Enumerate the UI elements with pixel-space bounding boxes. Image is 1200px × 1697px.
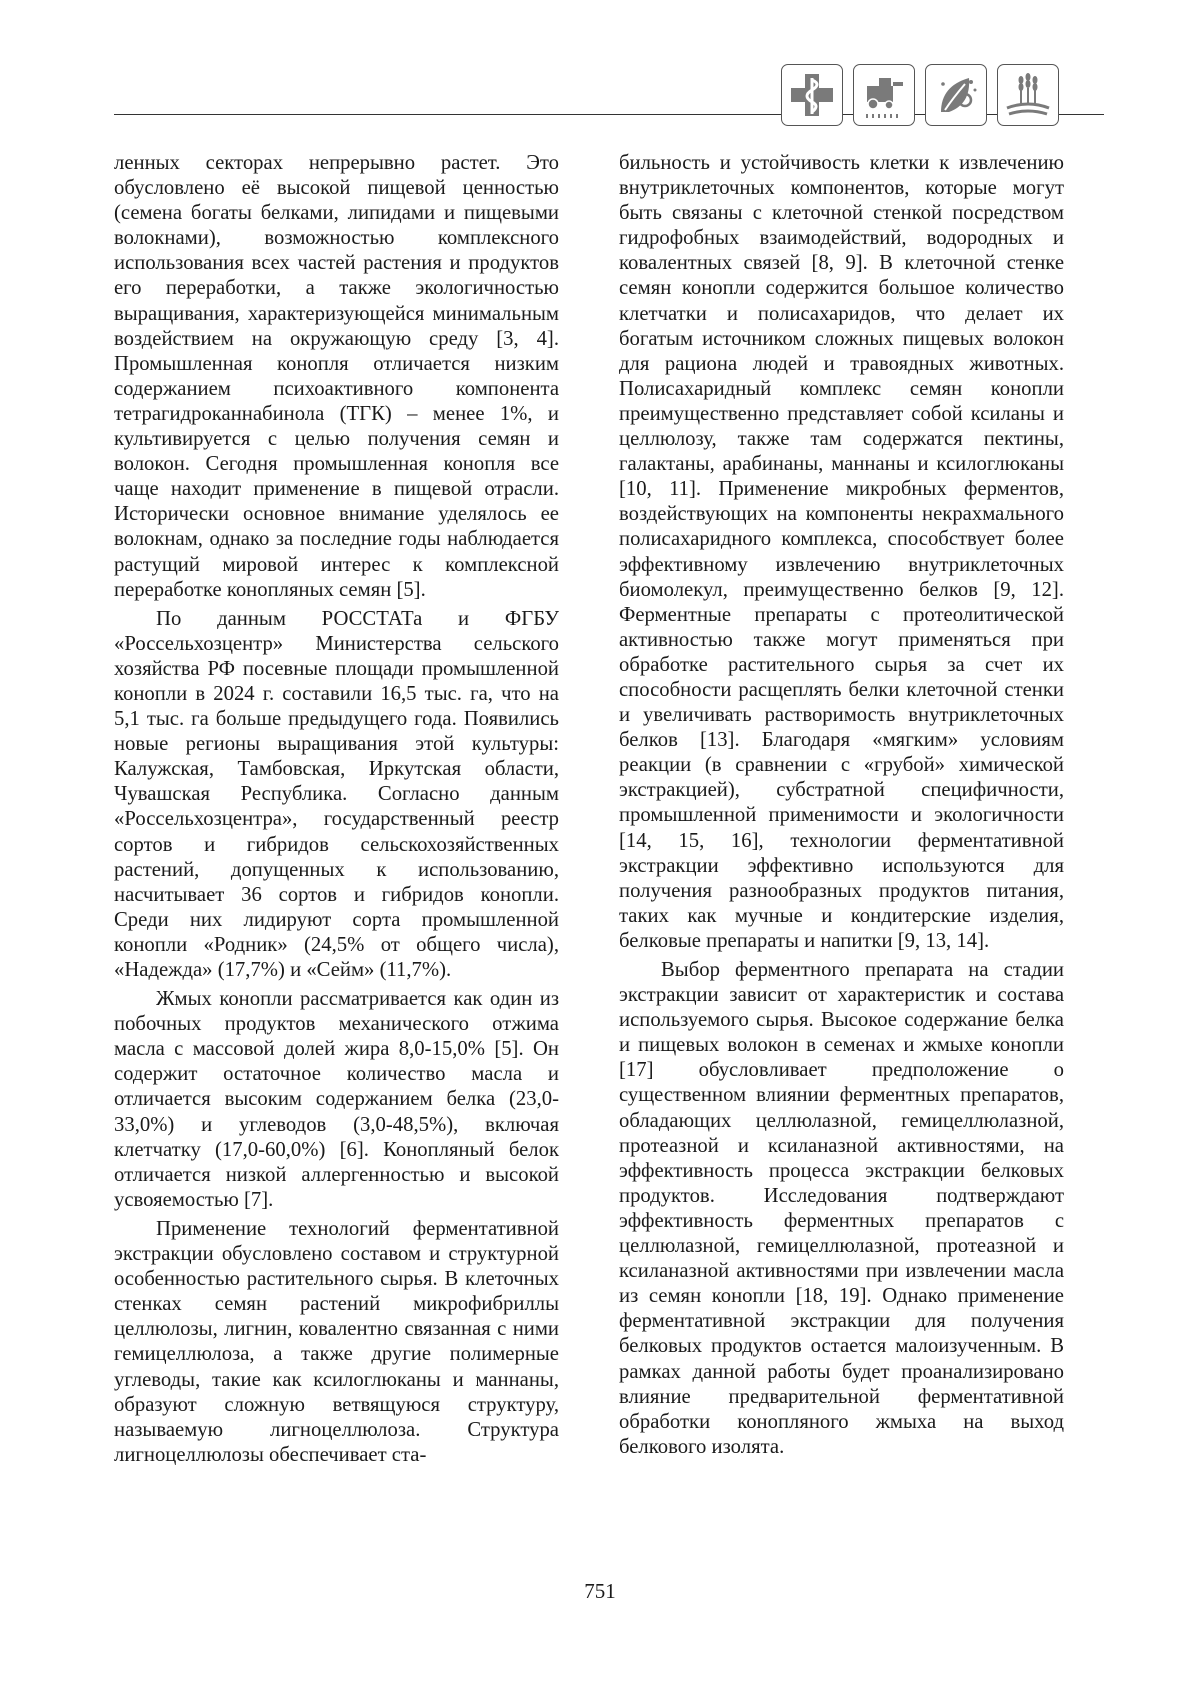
left-paragraph-2: По данным РОССТАТа и ФГБУ «Россельхозцентр» Министерства сельского хозяйства РФ посевные площади промышленной конопли в 2024 г. составили 16,5 тыс. га, что на 5,1 тыс. га больше предыдущего года. Появились новые регионы выращивания этой культуры: Калужская, Тамбовская, Иркутская области, Чувашская Республика. Согласно данным «Россельхозцентра», государственный реестр сортов и гибридов сельскохозяйственных растений, допущенных к использованию, насчитывает 36 сортов и гибридов конопли. Среди них лидируют сорта промышленной конопли «Родник» (24,5% от общего числа), «Надежда» (17,7%) и «Сейм» (11,7%). <box>114 607 559 981</box>
right-column <box>619 151 1064 1460</box>
left-paragraph-1: ленных секторах непрерывно растет. Это обусловлено её высокой пищевой ценностью (семена богаты белками, липидами и пищевыми волокнами), возможностью комплексного использования всех частей растения и продуктов его переработки, а также экологичностью выращивания, характеризующейся минимальным воздействием на окружающую среду [3, 4]. Промышленная конопля отличается низким содержанием психоактивного компонента тетрагидроканнабинола (ТГК) – менее 1%, и культивируется с целью получения семян и волокон. Сегодня промышленная конопля все чаще находит применение в пищевой отрасли. Исторически основное внимание уделялось ее волокнам, однако за последние годы наблюдается растущий мировой интерес к комплексной переработке конопляных семян [5]. <box>114 152 559 601</box>
biotech-leaf-icon <box>925 64 987 126</box>
left-paragraph-3: Жмых конопли рассматривается как один из побочных продуктов механического отжима масла с массовой долей жира 8,0-15,0% [5]. Он содержит остаточное количество масла и отличается высоким содержанием белка (23,0-33,0%) и углеводов (3,0-48,5%), включая клетчатку (17,0-60,0%) [6]. Конопляный белок отличается низкой аллергенностью и высокой усвояемостью [7]. <box>114 988 559 1211</box>
wheat-field-icon <box>997 64 1059 126</box>
left-column <box>114 151 559 1468</box>
medical-cross-icon <box>781 64 843 126</box>
left-paragraph-4: Применение технологий ферментативной экстракции обусловлено составом и структурной особенностью растительного сырья. В клеточных стенках семян растений микрофибриллы целлюлозы, лигнин, ковалентно связанная с ними гемицеллюлоза, а также другие полимерные углеводы, такие как ксилоглюканы и маннаны, образуют сложную ветвящуюся структуру, называемую лигноцеллюлоза. Структура лигноцеллюлозы обеспечивает ста- <box>114 1217 559 1466</box>
right-paragraph-1: бильность и устойчивость клетки к извлечению внутриклеточных компонентов, которые могут быть связаны с клеточной стенкой посредством гидрофобных взаимодействий, водородных и ковалентных связей [8, 9]. В клеточной стенке семян конопли содержится большое количество клетчатки и полисахаридов, что делает их богатым источником сложных пищевых волокон для рациона людей и травоядных животных. Полисахаридный комплекс семян конопли преимущественно представляет собой ксиланы и целлюлозу, также там содержатся пектины, галактаны, арабинаны, маннаны и ксилоглюканы [10, 11]. Применение микробных ферментов, воздействующих на компоненты некрахмального полисахаридного комплекса, способствует более эффективному извлечению внутриклеточных биомолекул, преимущественно белков [9, 12]. Ферментные препараты с протеолитической активностью также могут применяться при обработке растительного сырья за счет их способности расщеплять белки клеточной стенки и увеличивать растворимость внутриклеточных белков [13]. Благодаря «мягким» условиям реакции (в сравнении с «грубой» химической экстракцией), субстратной специфичности, промышленной применимости и экологичности [14, 15, 16], технологии ферментативной экстракции эффективно используются для получения разнообразных продуктов питания, таких как мучные и кондитерские изделия, белковые препараты и напитки [9, 13, 14]. <box>619 152 1064 952</box>
right-paragraph-2: Выбор ферментного препарата на стадии экстракции зависит от характеристик и состава используемого сырья. Высокое содержание белка и пищевых волокон в семенах и жмыхе конопли [17] обусловливает предположение о существенном влиянии ферментных препаратов, обладающих целлюлазной, гемицеллюлазной, протеазной и ксиланазной активностями, на эффективность процесса экстракции белковых продуктов. Исследования подтверждают эффективность ферментных препаратов с целлюлазной, гемицеллюлазной, протеазной и ксиланазной активностями при извлечении масла из семян конопли [18, 19]. Однако применение ферментативной экстракции для получения белковых продуктов остается малоизученным. В рамках данной работы будет проанализировано влияние предварительной ферментативной обработки конопляного жмыха на выход белкового изолята. <box>619 959 1064 1458</box>
page-number: 751 <box>584 1579 616 1603</box>
harvester-icon <box>853 64 915 126</box>
header-icons <box>781 64 1059 126</box>
